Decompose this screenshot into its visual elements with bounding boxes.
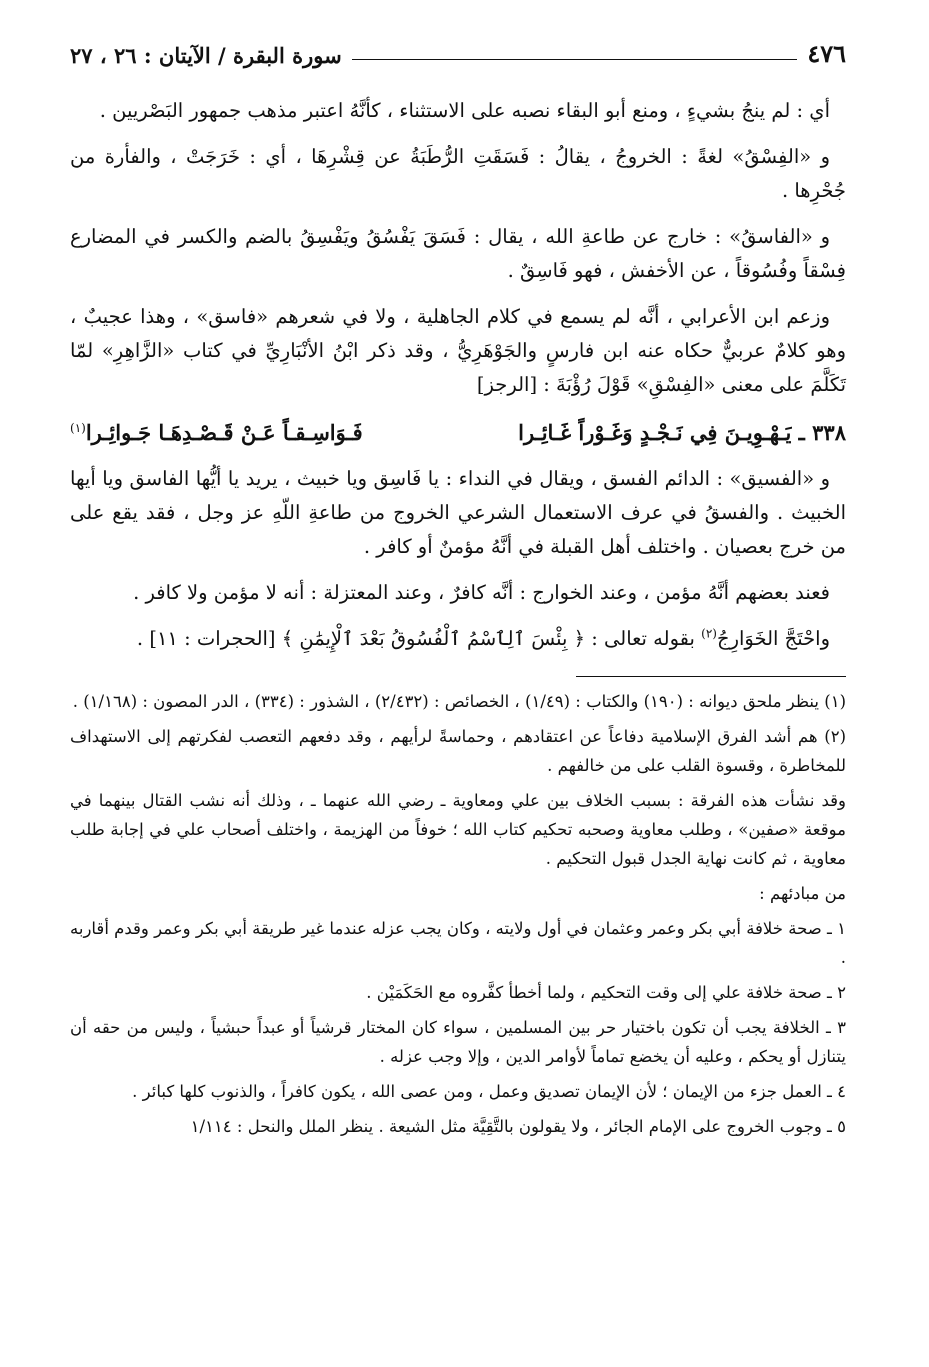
page-header — [70, 30, 846, 72]
verse-second-half — [70, 414, 363, 452]
paragraph-4: وزعم ابن الأعرابي ، أنَّه لم يسمع في كلام الجاهلية ، ولا في شعرهم «فاسق» ، وهذا عجيبٌ ، وهو كلامٌ عربيٌّ حكاه عنه ابن فارسٍ والجَوْهَرِيُّ ، وقد ذكر ابْنُ الأنْبَارِيِّ في كتاب «الزَّاهِرِ» لمّا تَكَلَّمَ على معنى «الفِسْقِ» قَوْلَ رُؤْبَةَ : [الرجز] — [70, 305, 846, 396]
footnote-ref-1[interactable]: (١) — [70, 421, 86, 435]
verse-first-half — [518, 414, 846, 452]
paragraph-3: و «الفاسقُ» : خارج عن طاعةِ الله ، يقال : فَسَقَ يَفْسُقُ ويَفْسِقُ بالضم والكسر في المضارع فِسْقاً وفُسُوقاً ، عن الأخفش ، فهو فَاسِقٌ . — [70, 225, 846, 282]
paragraph-7-end: بقوله تعالى : ﴿ بِئْسَ ٱلِٱسْمُ ٱلْفُسُوقُ بَعْدَ ٱلْإِيمَٰنِ ﴾ [الحجرات : ١١] . — [136, 627, 702, 650]
footnotes — [70, 687, 846, 1141]
footnote-2-principle-4: ٤ ـ العمل جزء من الإيمان ؛ لأن الإيمان تصديق وعمل ، ومن عصى الله ، يكون كافراً ، والذنوب كلها كبائر . — [132, 1082, 846, 1101]
footnote-separator — [576, 676, 846, 677]
footnote-2-history: وقد نشأت هذه الفرقة : بسبب الخلاف بين علي ومعاوية ـ رضي الله عنهما ـ ، وذلك أنه نشب القتال بينهما في موقعة «صفين» ، وطلب معاوية وصحبه تحكيم كتاب الله ؛ خوفاً من الهزيمة ، واختلف أصحاب علي في إجابة طلب معاوية ، ثم كانت نهاية الجدل قبول التحكيم . — [70, 791, 846, 868]
book-page — [70, 30, 846, 1147]
footnote-2-principles-heading: من مبادئهم : — [759, 884, 846, 903]
footnote-1: (١) ينظر ملحق ديوانه : (١٩٠) والكتاب : (١/٤٩) ، الخصائص : (٢/٤٣٢) ، الشذور : (٣٣٤) ، الدر المصون : (١/١٦٨) . — [72, 692, 846, 711]
paragraph-7-start: واحْتَجَّ الخَوَارِجُ — [716, 627, 830, 650]
page-number: ٤٧٦ — [807, 39, 846, 68]
paragraph-7 — [70, 622, 846, 656]
footnote-2-principle-3: ٣ ـ الخلافة يجب أن تكون باختيار حر بين المسلمين ، سواء كان المختار قرشياً أو عبداً حبشياً ، وليس من حقه أن يتنازل أو يحكم ، وعليه أن يخضع تماماً لأوامر الدين ، وإلا وجب عزله . — [70, 1018, 846, 1066]
paragraph-6: فعند بعضهم أنَّهُ مؤمن ، وعند الخوارج : أنَّه كافرٌ ، وعند المعتزلة : أنه لا مؤمن ولا كافر . — [133, 581, 830, 604]
paragraph-5: و «الفسيق» : الدائم الفسق ، ويقال في النداء : يا فَاسِق ويا خبيث ، يريد يا أيُّها الفاسق ويا أيها الخبيث . والفسقُ في عرف الاستعمال الشرعي الخروج من طاعةِ اللّهِ عز وجل ، فقد يقع على من خرج بعصيان . واختلف أهل القبلة في أنَّهُ مؤمنٌ أو كافر . — [70, 467, 846, 558]
verse-number: ٣٣٨ — [812, 420, 846, 445]
footnote-2-principle-2: ٢ ـ صحة خلافة علي إلى وقت التحكيم ، ولما أخطأ كفَّروه مع الحَكَمَيْن . — [366, 983, 846, 1002]
paragraph-2: و «الفِسْقُ» لغةً : الخروجُ ، يقالُ : فَسَقَتِ الرُّطَبَةُ عن قِشْرِهَا ، أي : خَرَجَتْ ، والفأرة من جُحْرِها . — [70, 145, 846, 202]
paragraph-1: أي : لم ينجُ بشيءٍ ، ومنع أبو البقاء نصبه على الاستثناء ، كأنَّهُ اعتبر مذهب جمهور البَصْريين . — [99, 99, 830, 122]
poetry-verse — [70, 414, 846, 452]
main-text — [70, 94, 846, 656]
verse-hemistich-1: يَـهْـوِيـنَ فِي نَـجْـدٍ وَغَـوْراً غَـائِـرا — [518, 420, 792, 445]
footnote-2-principle-1: ١ ـ صحة خلافة أبي بكر وعمر وعثمان في أول ولايته ، وكان يجب عزله عندما غير طريقة أبي بكر وعمر وقدم أقاربه . — [70, 919, 846, 967]
footnote-ref-2[interactable]: (٢) — [701, 626, 717, 641]
verse-dash: ـ — [791, 420, 805, 445]
footnote-2: (٢) هم أشد الفرق الإسلامية دفاعاً عن اعتقادهم ، وحماسةً لرأيهم ، وقد دفعهم التعصب لفكرتهم إلى الاستهداف للمخاطرة ، وقسوة القلب على من خالفهم . — [70, 727, 846, 775]
header-rule — [352, 59, 798, 60]
verse-hemistich-2: فَـوَاسِـقـاً عَـنْ قَـصْـدِهَـا جَـوائِـرا — [85, 420, 363, 445]
running-title: سورة البقرة / الآيتان : ٢٦ ، ٢٧ — [70, 43, 342, 68]
footnote-2-principle-5: ٥ ـ وجوب الخروج على الإمام الجائر ، ولا يقولون بالتَّقِيَّة مثل الشيعة . ينظر الملل والنحل : ١/١١٤ — [190, 1117, 846, 1136]
